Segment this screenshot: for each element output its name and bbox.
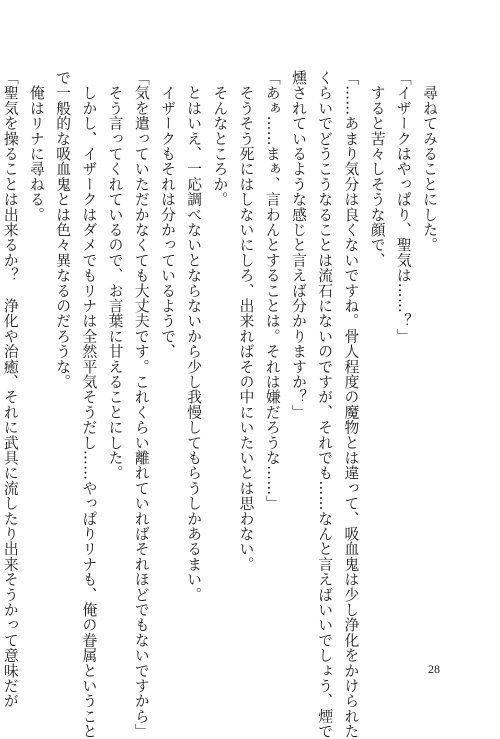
text-line: そんなところか。	[211, 70, 229, 207]
text-line: 「聖気を操ることは出来るか？ 浄化や治癒、それに武具に流したり出来そうかって意味だが	[1, 70, 19, 709]
text-line: 「気を遣っていただかなくても大丈夫です。これくらい離れていればそれほどでもないですから」	[132, 70, 150, 739]
text-line: 「イザークはやっぱり、聖気は……？」	[394, 70, 412, 344]
text-line: そう言ってくれているので、お言葉に甘えることにした。	[106, 70, 124, 481]
text-line: 「……あまり気分は良くないですね。骨人程度の魔物とは違って、吸血鬼は少し浄化をかけられた	[342, 70, 360, 739]
text-line: 俺はリナに尋ねる。	[27, 70, 45, 222]
text-line: 「あぁ……まぁ、言わんとすることは。それは嫌だろうな……」	[263, 70, 281, 511]
text-line: しかし、イザークはダメでもリナは全然平気そうだし……やっぱりリナも、俺の眷属ということ	[80, 70, 98, 739]
page-number: 28	[428, 662, 440, 676]
text-line: そうそう死にはしないにしろ、出来ればその中にいたいとは思わない。	[237, 70, 255, 572]
text-line: で一般的な吸血鬼とは色々異なるのだろうな。	[54, 70, 72, 390]
text-line: くらいでどうこうなることは流石にないのですが、それでも……なんと言えばいいでしょう、煙で	[316, 70, 334, 739]
text-line: すると苦々しそうな顔で、	[368, 70, 386, 268]
text-line: 尋ねてみることにした。	[421, 70, 438, 253]
text-line: とはいえ、一応調べないとならないから少し我慢してもらうしかあるまい。	[185, 70, 203, 602]
text-line: イザークもそれは分かっているようで、	[158, 70, 176, 359]
text-line: 燻されているような感じと言えば分かりますか？」	[289, 70, 307, 420]
